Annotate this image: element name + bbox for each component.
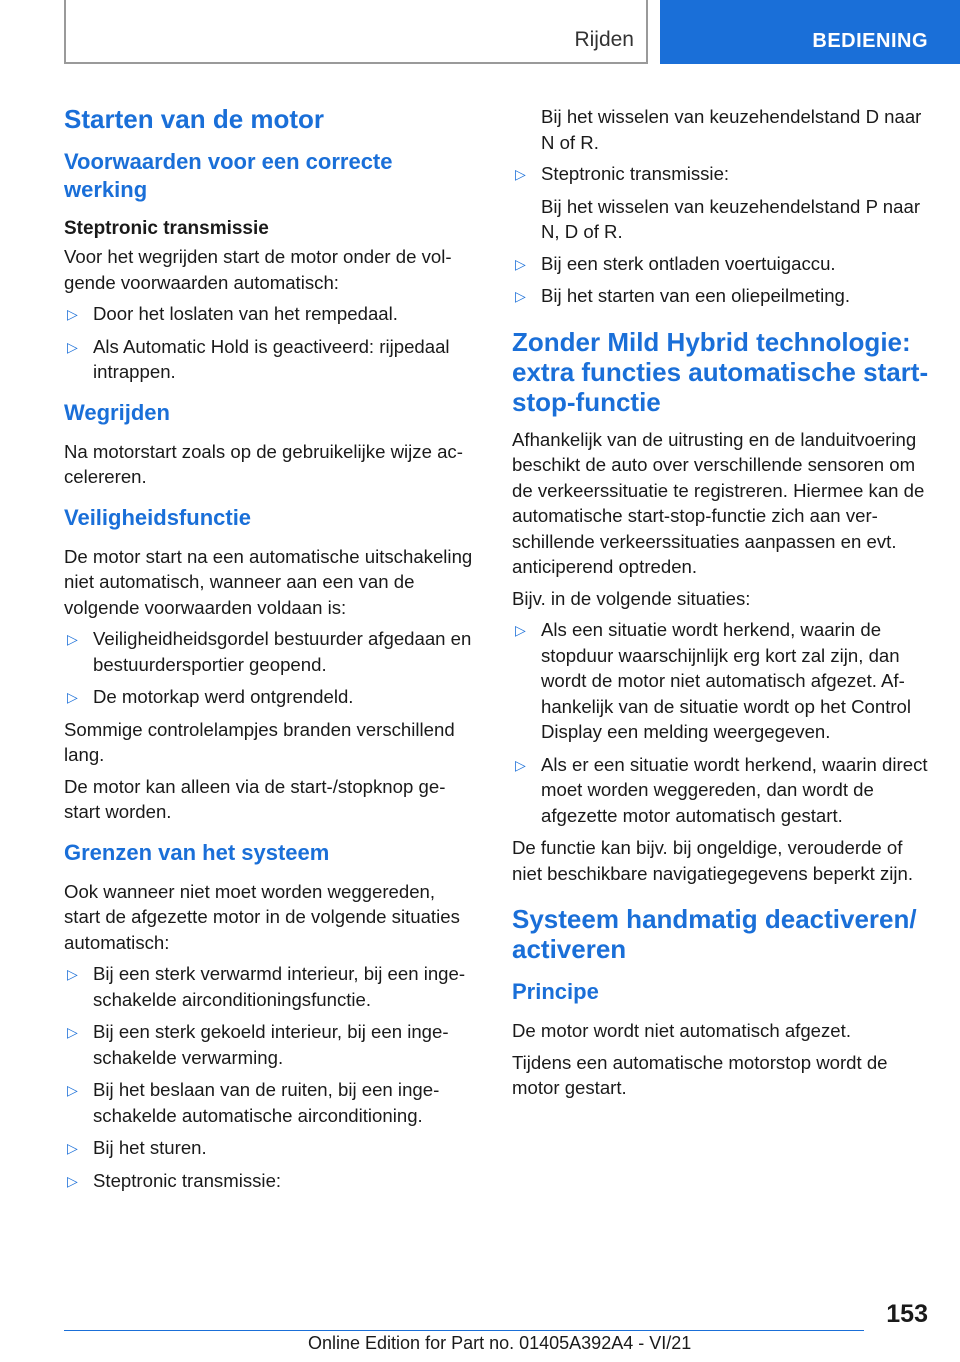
- bullet-triangle-icon: ▷: [515, 255, 526, 272]
- list-item: ▷ Als er een situatie wordt herkend, waarin direct moet worden weggereden, dan wordt de afgezette motor automatisch gestart.: [515, 753, 928, 826]
- heading-mild-hybrid: Zonder Mild Hybrid technologie: extra functies automatische start-stop-functie: [512, 326, 929, 417]
- heading-safety-function: Veiligheidsfunctie: [64, 504, 252, 530]
- paragraph-conditions: Voor het wegrijden start de motor onder de volgende voorwaarden automatisch:: [64, 246, 452, 293]
- heading-start-engine: Starten van de motor: [64, 104, 325, 134]
- bullet-triangle-icon: ▷: [67, 966, 78, 982]
- paragraph-navigation-data: De functie kan bijv. bij ongeldige, verouderde of niet beschikbare navigatiegegevens beperkt zijn.: [512, 837, 914, 884]
- paragraph-indicator-lamps: Sommige controlelampjes branden verschillend lang.: [64, 718, 455, 765]
- paragraph-system-limits: Ook wanneer niet moet worden weggereden, start de afgezette motor in de volgende situaties automatisch:: [64, 880, 460, 953]
- bullet-triangle-icon: ▷: [67, 689, 78, 705]
- bullet-triangle-icon: ▷: [67, 1172, 78, 1189]
- list-item: ▷ Als een situatie wordt herkend, waarin de stopduur waarschijnlijk erg kort zal zijn, dan wordt de motor niet automatisch afgezet. Afhankelijk van de situatie wordt op het Control Display een melding weergegeven.: [515, 619, 912, 742]
- heading-principle: Principe: [512, 979, 599, 1004]
- list-item: ▷ Bij een sterk gekoeld interieur, bij een ingeschakelde verwarming.: [67, 1021, 449, 1068]
- list-more-situations: [512, 251, 930, 309]
- list-safety: [64, 626, 474, 710]
- list-item: ▷ Steptronic transmissie:: [64, 1168, 474, 1194]
- heading-drive-off: Wegrijden: [64, 399, 170, 425]
- header-section-title: Rijden: [574, 28, 634, 51]
- list-item: ▷ Steptronic transmissie:: [512, 161, 930, 187]
- left-column: [64, 100, 474, 1200]
- bullet-triangle-icon: ▷: [515, 166, 526, 182]
- list-item: ▷ Bij een sterk ontladen voertuigaccu.: [512, 251, 930, 277]
- list-system-limits: [64, 961, 474, 1193]
- list-conditions: [64, 301, 474, 385]
- footer-edition-text: Online Edition for Part no. 01405A392A4 - VI/21: [308, 1333, 692, 1353]
- paragraph-continued-d-to-n: Bij het wisselen van keuzehendelstand D naar N of R.: [541, 106, 922, 153]
- header-chapter-tab[interactable]: [660, 0, 960, 64]
- bullet-triangle-icon: ▷: [67, 1024, 78, 1040]
- bullet-triangle-icon: ▷: [515, 288, 526, 304]
- list-item: ▷ Door het loslaten van het rempedaal.: [64, 301, 474, 327]
- paragraph-principle-2: Tijdens een automatische motorstop wordt de motor gestart.: [512, 1051, 888, 1098]
- bullet-triangle-icon: ▷: [67, 1082, 78, 1098]
- right-column: [512, 104, 930, 1107]
- page-number: 153: [886, 1300, 928, 1328]
- paragraph-start-stop-button: De motor kan alleen via de start-/stopknop gestart worden.: [64, 775, 446, 822]
- list-item: ▷ Bij het sturen.: [64, 1135, 474, 1161]
- paragraph-principle-1: De motor wordt niet automatisch afgezet.: [512, 1020, 851, 1041]
- heading-system-limits: Grenzen van het systeem: [64, 839, 330, 865]
- bullet-triangle-icon: ▷: [67, 1140, 78, 1156]
- list-item: ▷ Veiligheidheidsgordel bestuurder afgedaan en bestuurdersportier geopend.: [67, 628, 472, 675]
- header-box: [64, 0, 648, 64]
- list-situations: [512, 617, 930, 828]
- footer-divider: [64, 1330, 864, 1331]
- bullet-triangle-icon: ▷: [515, 756, 526, 773]
- list-steptronic: [512, 161, 930, 187]
- list-item: ▷ Bij het starten van een oliepeilmeting.: [512, 283, 930, 309]
- bullet-triangle-icon: ▷: [67, 338, 78, 355]
- bullet-triangle-icon: ▷: [515, 622, 526, 638]
- list-item: ▷ Bij het beslaan van de ruiten, bij een ingeschakelde automatische airconditioning.: [67, 1079, 440, 1126]
- list-item: ▷ De motorkap werd ontgrendeld.: [64, 684, 474, 710]
- bullet-triangle-icon: ▷: [67, 306, 78, 322]
- bullet-triangle-icon: ▷: [67, 631, 78, 647]
- header-chapter-label: BEDIENING: [812, 30, 928, 52]
- paragraph-mild-hybrid: Afhankelijk van de uitrusting en de landuitvoering beschikt de auto over verschillende sensoren om de verkeerssituatie te registreren. Hiermee kan de automatische start-stop-functie zich aan verschillende verkeerssituaties aanpassen en evt. anticiperend optreden.: [512, 428, 925, 577]
- list-item: ▷ Bij een sterk verwarmd interieur, bij een ingeschakelde airconditioningsfunctie.: [67, 963, 466, 1010]
- heading-manual-deactivate: Systeem handmatig deactiveren/ activeren: [512, 904, 917, 964]
- paragraph-safety: De motor start na een automatische uitschakeling niet automatisch, wanneer aan een van de volgende voorwaarden voldaan is:: [64, 545, 473, 618]
- list-item: ▷ Als Automatic Hold is geactiveerd: rijpedaal intrappen.: [67, 335, 450, 382]
- paragraph-drive-off: Na motorstart zoals op de gebruikelijke wijze accelereren.: [64, 440, 463, 487]
- heading-steptronic: Steptronic transmissie: [64, 218, 269, 239]
- paragraph-continued-p-to-n: Bij het wisselen van keuzehendelstand P naar N, D of R.: [541, 195, 921, 242]
- heading-conditions: Voorwaarden voor een correcte werking: [64, 149, 393, 202]
- paragraph-example-situations: Bijv. in de volgende situaties:: [512, 587, 751, 609]
